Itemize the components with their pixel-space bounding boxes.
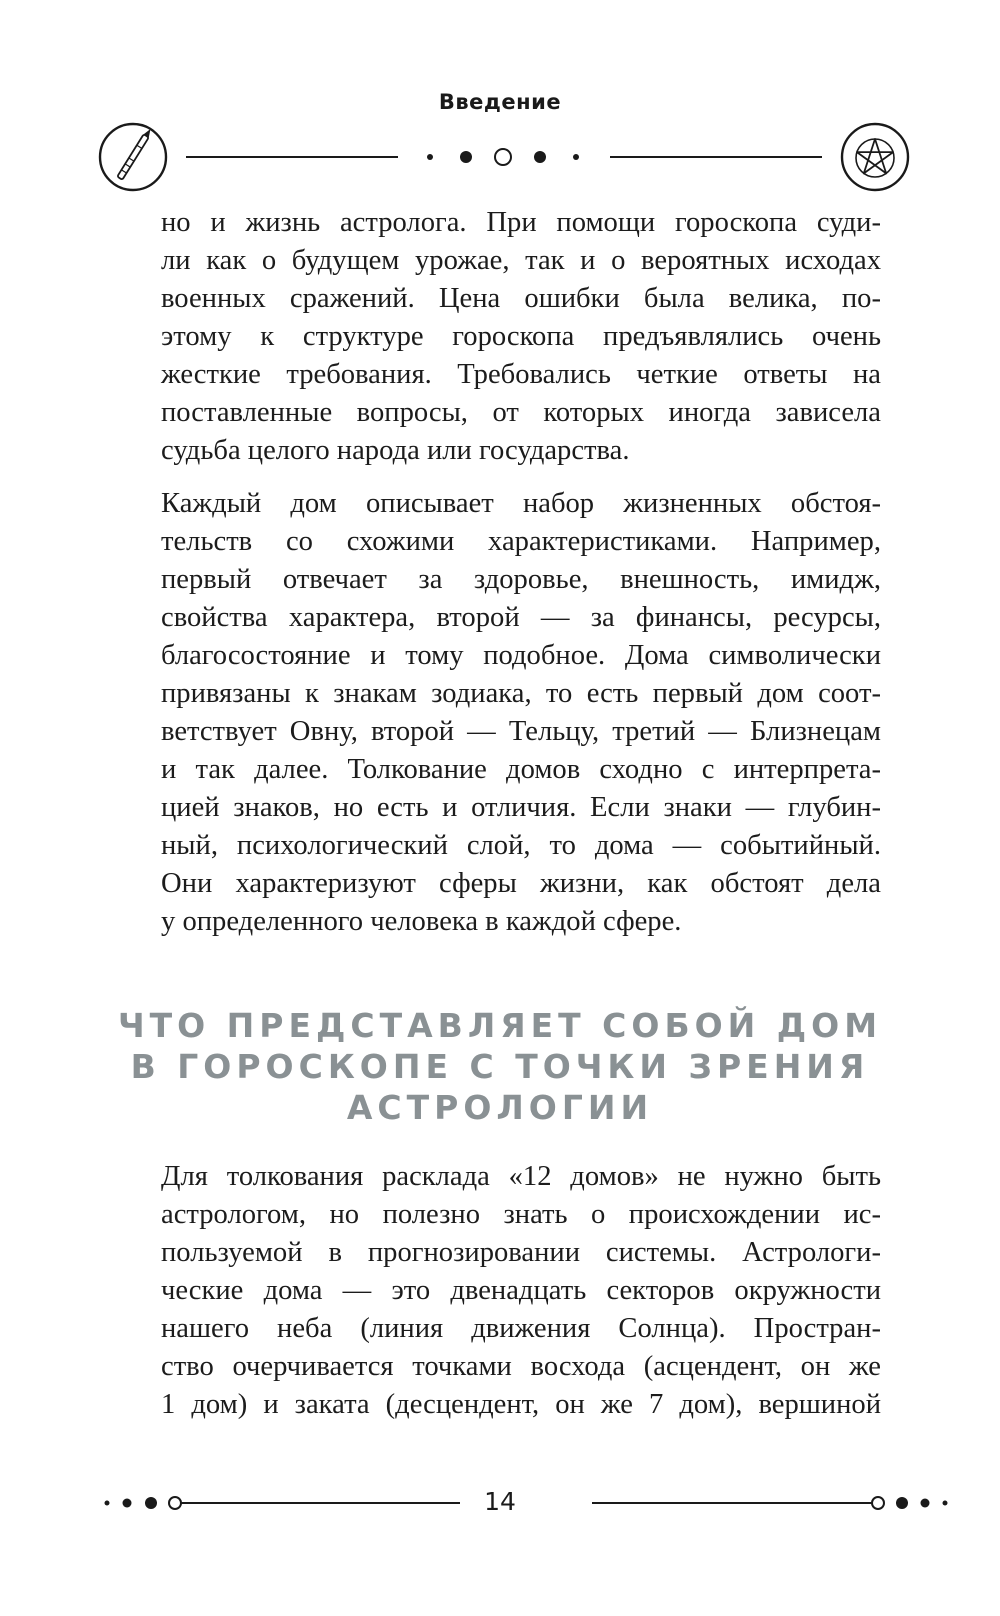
text-line: жесткие требования. Требовались четкие ответы на [161, 359, 881, 390]
text-line: поставленные вопросы, от которых иногда зависела [161, 397, 881, 428]
text-line: ли как о будущем урожае, так и о вероятных исходах [161, 245, 881, 276]
header-ornament [0, 120, 1000, 200]
section-heading [100, 1005, 900, 1128]
text-line: пользуемой в прогнозировании системы. Астрологи- [161, 1237, 881, 1268]
paragraph-3 [161, 1158, 881, 1424]
paragraph-1 [161, 204, 881, 470]
text-line: ческие дома — это двенадцать секторов окружности [161, 1275, 881, 1306]
text-line: тельств со схожими характеристиками. Например, [161, 526, 881, 557]
text-line: судьба целого народа или государства. [161, 435, 630, 466]
heading-line: В ГОРОСКОПЕ С ТОЧКИ ЗРЕНИЯ [130, 1047, 870, 1086]
wand-icon [100, 124, 166, 190]
text-line: Для толкования расклада «12 домов» не нужно быть [161, 1161, 881, 1192]
running-head-title: Введение [438, 90, 562, 114]
page-number: 14 [484, 1487, 516, 1516]
heading-line: ЧТО ПРЕДСТАВЛЯЕТ СОБОЙ ДОМ [117, 1006, 883, 1045]
paragraph-2 [161, 485, 881, 941]
pentagram-icon [842, 124, 908, 190]
text-line: нашего неба (линия движения Солнца). Простран- [161, 1313, 881, 1344]
text-line: привязаны к знакам зодиака, то есть первый дом соот- [161, 678, 881, 709]
text-line: но и жизнь астролога. При помощи гороскопа суди- [161, 207, 881, 238]
text-line: Каждый дом описывает набор жизненных обстоя- [161, 488, 881, 519]
text-line: астрологом, но полезно знать о происхождении ис- [161, 1199, 881, 1230]
text-line: ный, психологический слой, то дома — событийный. [161, 830, 881, 861]
text-line: 1 дом) и заката (десцендент, он же 7 дом), вершиной [161, 1389, 881, 1420]
text-line: этому к структуре гороскопа предъявлялись очень [161, 321, 881, 352]
text-line: и так далее. Толкование домов сходно с интерпрета- [161, 754, 881, 785]
text-line: военных сражений. Цена ошибки была велика, по- [161, 283, 881, 314]
text-line: ветствует Овну, второй — Тельцу, третий — Близнецам [161, 716, 881, 747]
text-line: ство очерчивается точками восхода (асцендент, он же [161, 1351, 881, 1382]
text-line: первый отвечает за здоровье, внешность, имидж, [161, 564, 881, 595]
text-line: цией знаков, но есть и отличия. Если знаки — глубин- [161, 792, 881, 823]
text-line: Они характеризуют сферы жизни, как обстоят дела [161, 868, 881, 899]
text-line: у определенного человека в каждой сфере. [161, 906, 682, 937]
heading-line: АСТРОЛОГИИ [346, 1088, 654, 1127]
text-line: благосостояние и тому подобное. Дома символически [161, 640, 881, 671]
text-line: свойства характера, второй — за финансы, ресурсы, [161, 602, 881, 633]
